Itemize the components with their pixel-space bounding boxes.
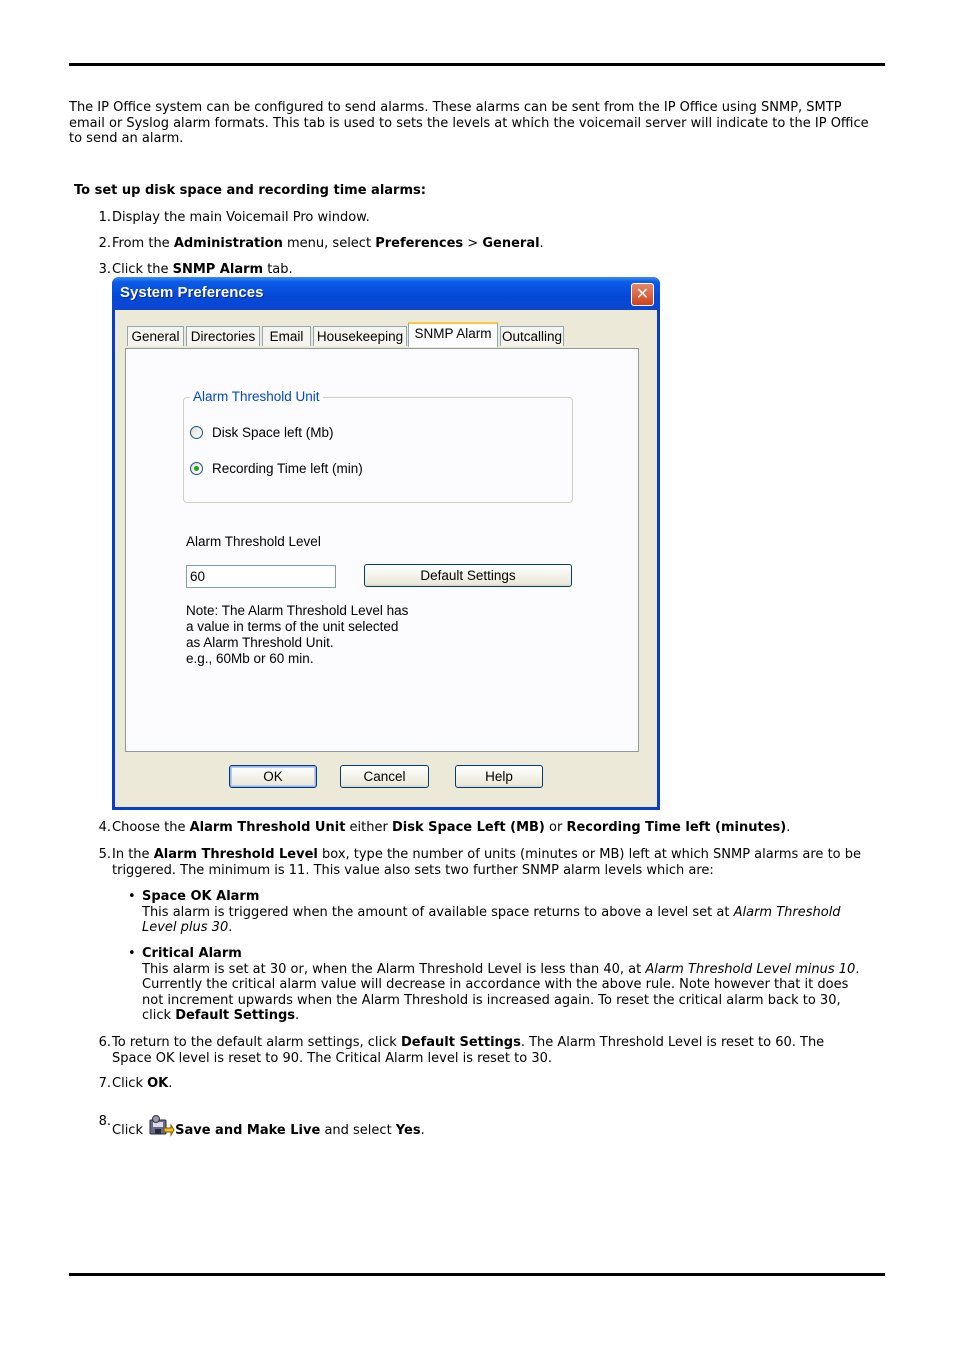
help-button[interactable]: Help xyxy=(455,765,543,788)
save-make-live-icon xyxy=(147,1114,175,1140)
tab-snmp-alarm[interactable]: SNMP Alarm xyxy=(408,322,498,347)
dialog-titlebar xyxy=(112,277,660,310)
bullet-dot: • xyxy=(128,946,136,961)
tab-email[interactable]: Email xyxy=(262,326,311,346)
alarm-threshold-unit-group: Alarm Threshold Unit Disk Space left (Mb) Recording Time left (min) xyxy=(183,397,573,503)
threshold-level-label: Alarm Threshold Level xyxy=(186,534,321,549)
intro-paragraph: The IP Office system can be configured to send alarms. These alarms can be sent from the IP Office using SNMP, SMTP email or Syslog alarm formats. This tab is used to sets the levels at which the voicemail server will indicate to the IP Office to send an alarm. xyxy=(69,100,869,146)
tab-outcalling[interactable]: Outcalling xyxy=(500,326,564,346)
tab-general[interactable]: General xyxy=(127,326,184,346)
group-label: Alarm Threshold Unit xyxy=(190,389,323,405)
ok-button[interactable]: OK xyxy=(229,765,317,788)
default-settings-button[interactable]: Default Settings xyxy=(364,564,572,587)
bullet-dot: • xyxy=(128,889,136,904)
dialog-client xyxy=(115,310,657,807)
header-rule xyxy=(69,63,885,66)
threshold-note: Note: The Alarm Threshold Level has a value in terms of the unit selected as Alarm Threshold Unit. e.g., 60Mb or 60 min. xyxy=(186,603,409,666)
tab-directories[interactable]: Directories xyxy=(186,326,260,346)
snmp-alarm-panel xyxy=(125,348,639,752)
radio-selected-icon xyxy=(190,462,203,475)
system-preferences-dialog xyxy=(112,277,660,810)
radio-unselected-icon xyxy=(190,426,203,439)
threshold-level-input[interactable]: 60 xyxy=(186,565,336,588)
procedure-heading: To set up disk space and recording time alarms: xyxy=(74,183,426,198)
dialog-title: System Preferences xyxy=(120,284,264,301)
close-icon[interactable]: ✕ xyxy=(631,283,654,306)
cancel-button[interactable]: Cancel xyxy=(340,765,429,788)
tab-housekeeping[interactable]: Housekeeping xyxy=(313,326,407,346)
footer-rule xyxy=(69,1273,885,1276)
